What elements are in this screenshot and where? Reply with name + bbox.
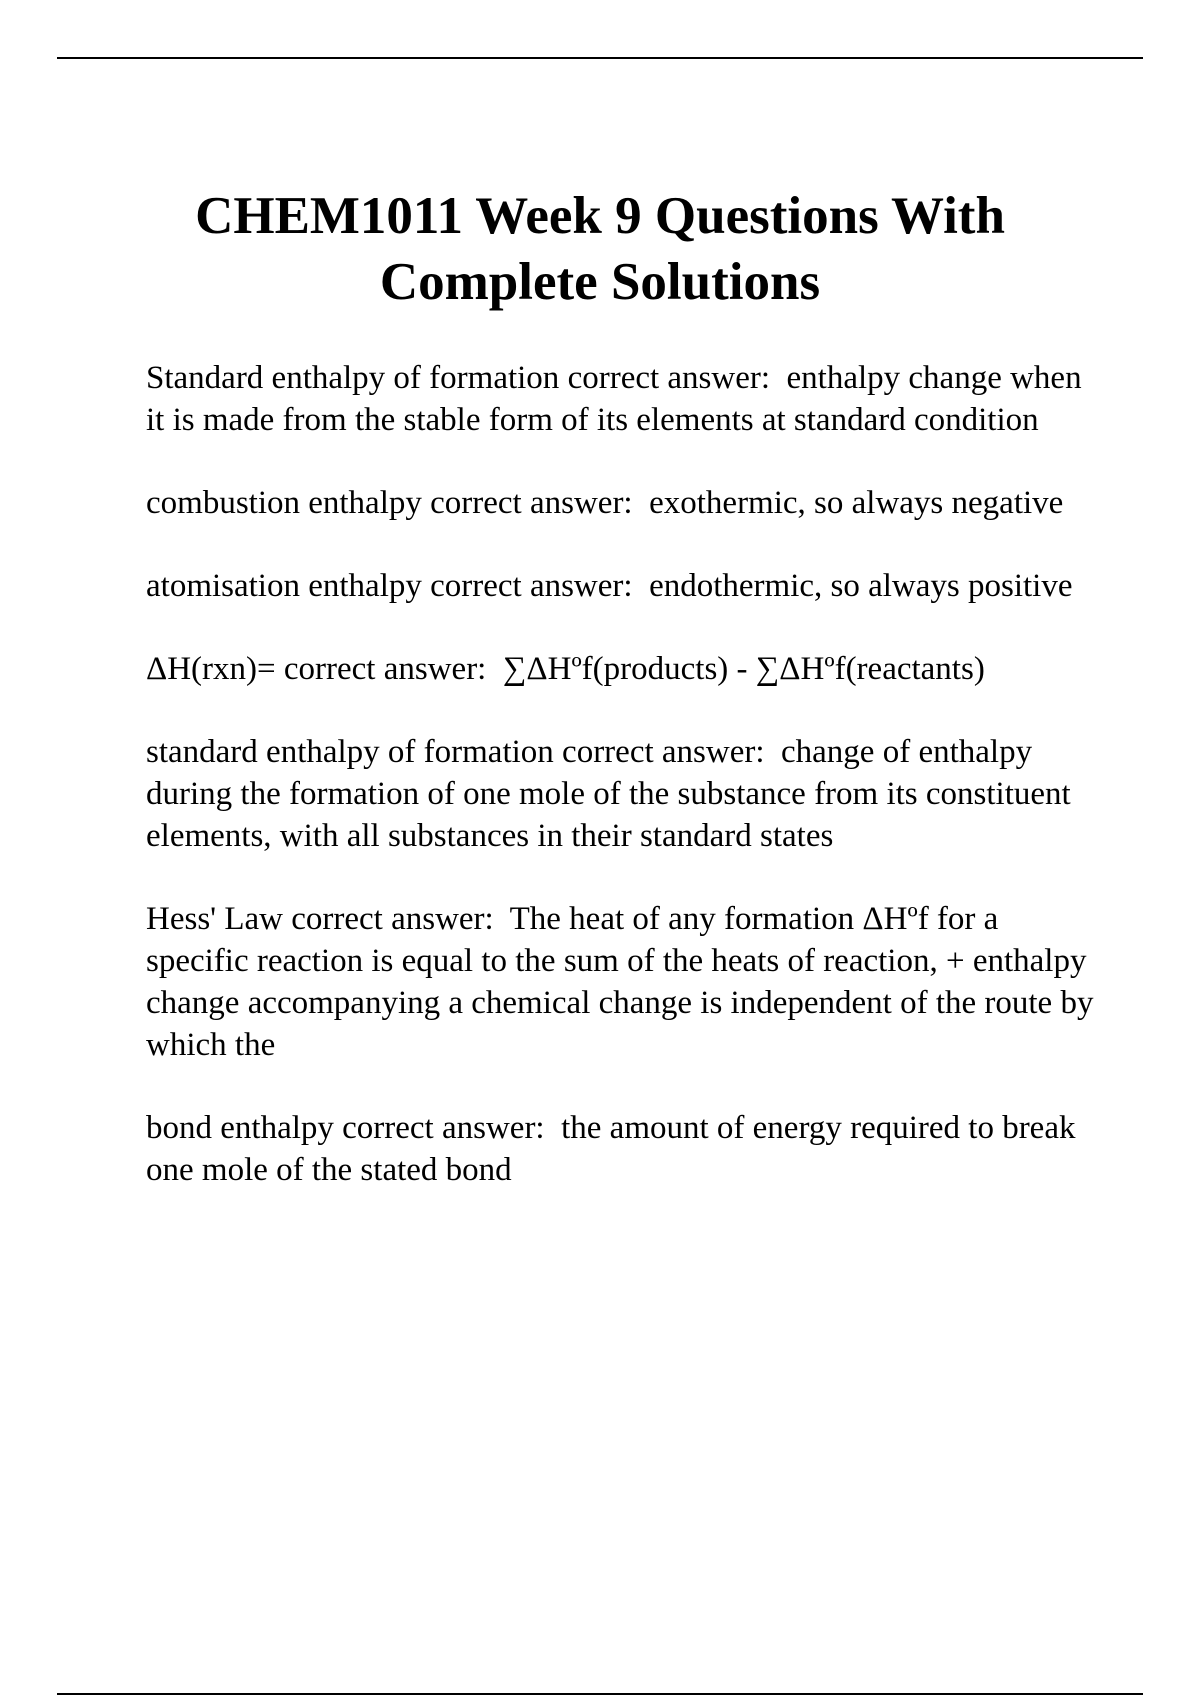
qa-separator: correct answer: (562, 734, 765, 770)
qa-term: standard enthalpy of formation (146, 734, 554, 770)
qa-separator: correct answer: (430, 485, 633, 521)
qa-term: Standard enthalpy of formation (146, 360, 560, 396)
qa-answer: change of enthalpy during the formation of one mole of the substance from its constituent elements, with all substances in their standard states (146, 734, 1071, 854)
qa-list (146, 357, 1106, 1232)
qa-item (146, 482, 1106, 524)
qa-item (146, 731, 1106, 857)
qa-term: ΔH(rxn)= (146, 651, 276, 687)
qa-answer: endothermic, so always positive (649, 568, 1073, 604)
bottom-rule (57, 1693, 1143, 1695)
qa-item (146, 357, 1106, 441)
qa-item (146, 1107, 1106, 1191)
qa-separator: correct answer: (283, 651, 487, 687)
qa-answer: enthalpy change when it is made from the stable form of its elements at standard condition (146, 360, 1082, 438)
qa-item (146, 898, 1106, 1066)
top-rule (57, 57, 1143, 59)
qa-separator: correct answer: (567, 360, 771, 396)
qa-separator: correct answer: (291, 901, 494, 937)
qa-term: atomisation enthalpy (146, 568, 422, 604)
qa-answer: ∑ΔHºf(products) - ∑ΔHºf(reactants) (502, 651, 985, 687)
qa-term: bond enthalpy (146, 1110, 334, 1146)
qa-item (146, 565, 1106, 607)
qa-item (146, 648, 1106, 690)
qa-answer: the amount of energy required to break one mole of the stated bond (146, 1110, 1076, 1188)
qa-separator: correct answer: (430, 568, 633, 604)
qa-term: Hess' Law (146, 901, 283, 937)
qa-answer: The heat of any formation ΔHºf for a specific reaction is equal to the sum of the heats of reaction, + enthalpy change accompanying a chemical change is independent of the route by which the (146, 901, 1094, 1063)
qa-term: combustion enthalpy (146, 485, 422, 521)
page-title: CHEM1011 Week 9 Questions With Complete Solutions (195, 187, 1005, 311)
qa-separator: correct answer: (342, 1110, 545, 1146)
qa-answer: exothermic, so always negative (649, 485, 1064, 521)
